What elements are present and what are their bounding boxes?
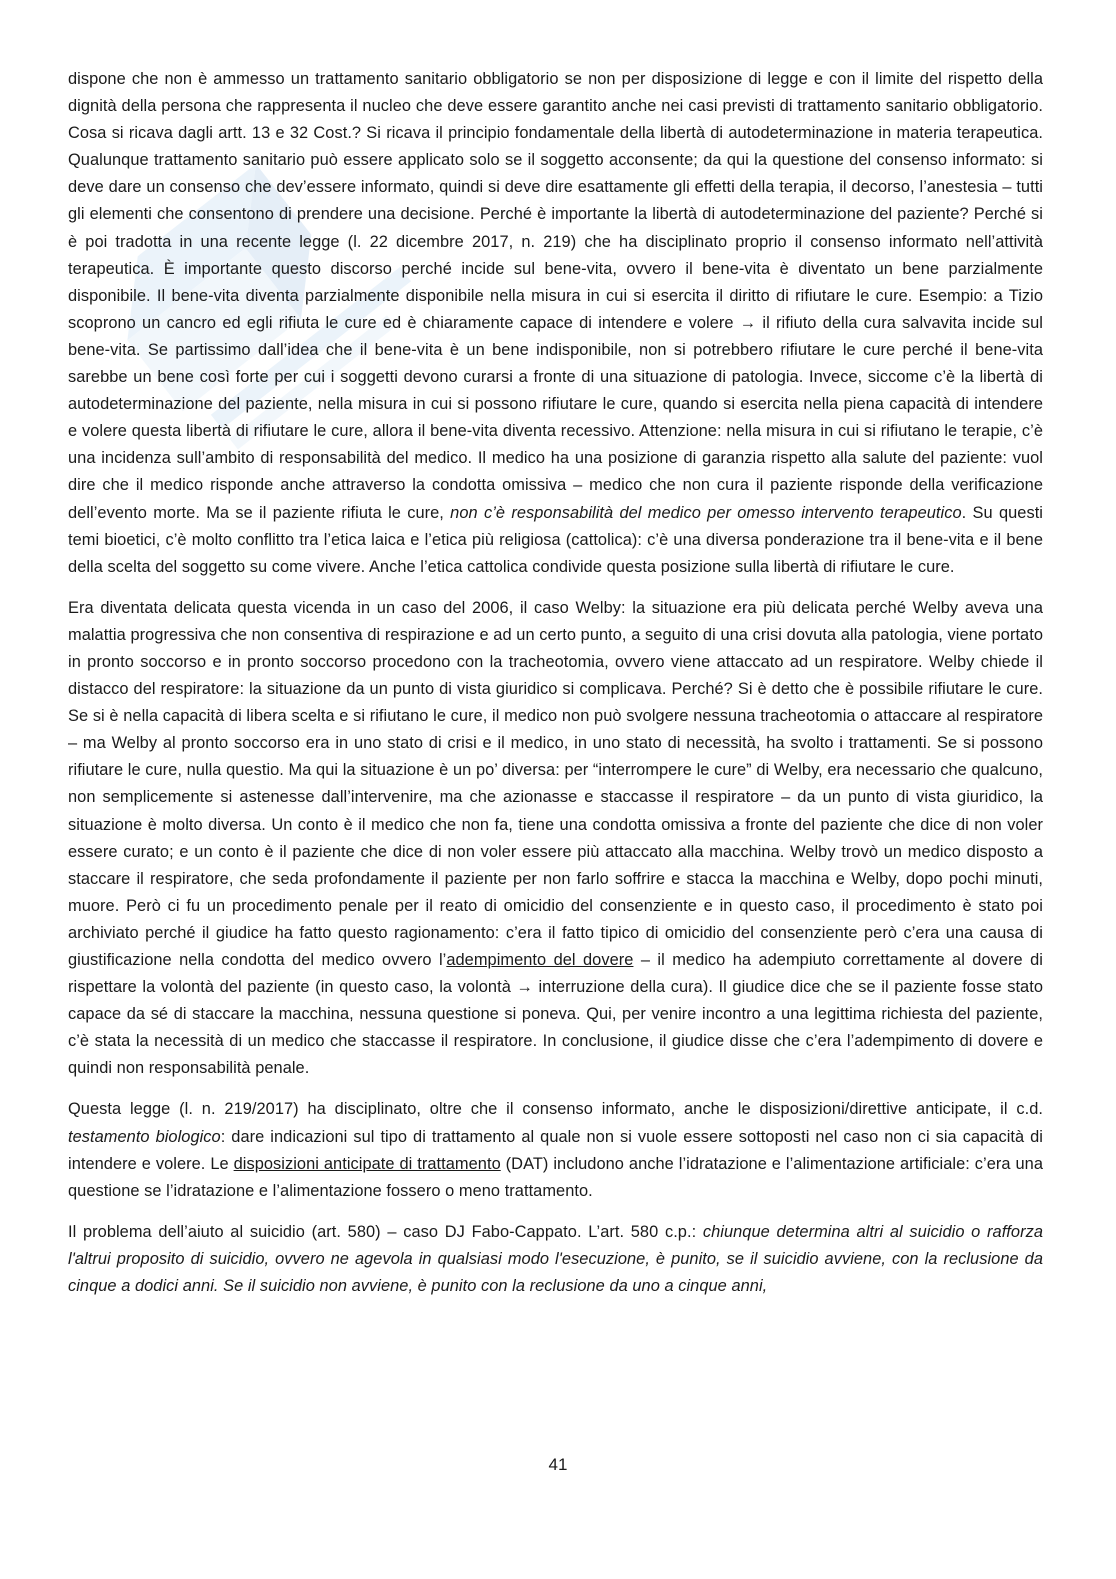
paragraph-consenso-informato [68, 66, 1043, 581]
text-segment: (DAT) includono anche l’idratazione e l’alimentazione artificiale: c’era una questione se l’idratazione e l’alimentazione fossero o meno trattamento. [68, 1154, 1043, 1200]
underlined-text-segment: adempimento del dovere [446, 951, 634, 969]
page-number: 41 [548, 1455, 568, 1474]
paragraph-testamento-biologico [68, 1096, 1043, 1204]
text-segment: . Su questi temi bioetici, c’è molto conflitto tra l’etica laica e l’etica più religiosa (cattolica): c’è una diversa ponderazione tra il bene-vita e il bene della scelta del soggetto su come vivere. Anche l’etica cattolica condivide questa posizione sulla libertà di rifiutare le cure. [68, 503, 1043, 576]
paragraph-aiuto-al-suicidio [68, 1219, 1043, 1300]
text-segment: Questa legge (l. n. 219/2017) ha disciplinato, oltre che il consenso informato, anche le disposizioni/direttive anticipate, il c.d. [68, 1100, 1043, 1119]
paragraph-caso-welby [68, 595, 1043, 1083]
text-segment: – il medico ha adempiuto correttamente al dovere di rispettare la volontà del paziente (in questo caso, la volontà → interruzione della cura). Il giudice dice che se il paziente fosse stato capace da sé di staccare la macchina, nessuna questione si poneva. Qui, per venire incontro a una legittima richiesta del paziente, c’è stata la necessità di un medico che staccasse il respiratore. In conclusione, il giudice disse che c’era l’adempimento di dovere e quindi non responsabilità penale. [68, 951, 1043, 1078]
text-segment: Il problema dell’aiuto al suicidio (art. 580) – caso DJ Fabo-Cappato. L’art. 580 c.p.: [68, 1222, 703, 1241]
text-segment: : dare indicazioni sul tipo di trattamento al quale non si vuole essere sottoposti nel caso non ci sia capacità di intendere e volere. Le [68, 1127, 1043, 1173]
italic-text-segment: testamento biologico [68, 1127, 221, 1146]
text-segment: Era diventata delicata questa vicenda in un caso del 2006, il caso Welby: la situazione era più delicata perché Welby aveva una malattia progressiva che non consentiva di respirazione e ad un certo punto, a seguito di una crisi dovuta alla patologia, viene portato in pronto soccorso e in pronto soccorso procedono con la tracheotomia, ovvero viene attaccato ad un respiratore. Welby chiede il distacco del respiratore: la situazione da un punto di vista giuridico si complicava. Perché? Si è detto che è possibile rifiutare le cure. Se si è nella capacità di libera scelta e si rifiutano le cure, il medico non può svolgere nessuna tracheotomia o attaccare al respiratore – ma Welby al pronto soccorso era in uno stato di crisi e il medico, in uno stato di necessità, ha svolto i trattamenti. Se si possono rifiutare le cure, nulla questio. Ma qui la situazione è un po’ diversa: per “interrompere le cure” di Welby, era necessario che qualcuno, non semplicemente si astenesse dall’intervenire, ma che azionasse e staccasse il respiratore – da un punto di vista giuridico, la situazione è molto diversa. Un conto è il medico che non fa, tiene una condotta omissiva a fronte del paziente che dice di non voler essere curato; e un conto è il paziente che dice di non voler essere più attaccato alla macchina. Welby trovò un medico disposto a staccare il respiratore, che seda profondamente il paziente per non farlo soffrire e stacca la macchina e Welby, dopo pochi minuti, muore. Però ci fu un procedimento penale per il reato di omicidio del consenziente e in questo caso, il procedimento è stato poi archiviato perché il giudice ha fatto questo ragionamento: c’era il fatto tipico di omicidio del consenziente però c’era una causa di giustificazione nella condotta del medico ovvero l’ [68, 598, 1043, 969]
underlined-text-segment: disposizioni anticipate di trattamento [233, 1154, 501, 1173]
document-body [68, 66, 1043, 1314]
italic-text-segment: chiunque determina altri al suicidio o rafforza l'altrui proposito di suicidio, ovvero ne agevola in qualsiasi modo l'esecuzione, è punito, se il suicidio avviene, con la reclusione da cinque a dodici anni. Se il suicidio non avviene, è punito con la reclusione da uno a cinque anni, [68, 1222, 1043, 1296]
text-segment: dispone che non è ammesso un trattamento sanitario obbligatorio se non per disposizione di legge e con il limite del rispetto della dignità della persona che rappresenta il nucleo che deve essere garantito anche nei casi previsti di trattamento sanitario obbligatorio. Cosa si ricava dagli artt. 13 e 32 Cost.? Si ricava il principio fondamentale della libertà di autodeterminazione in materia terapeutica. Qualunque trattamento sanitario può essere applicato solo se il soggetto acconsente; da qui la questione del consenso informato: si deve dare un consenso che dev’essere informato, quindi si deve dire esattamente gli effetti della terapia, il decorso, l’anestesia – tutti gli elementi che consentono di prendere una decisione. Perché è importante la libertà di autodeterminazione del paziente? Perché si è poi tradotta in una recente legge (l. 22 dicembre 2017, n. 219) che ha disciplinato proprio il consenso informato nell’attività terapeutica. È importante questo discorso perché incide sul bene-vita, ovvero il bene-vita è diventato un bene parzialmente disponibile. Il bene-vita diventa parzialmente disponibile nella misura in cui si esercita il diritto di rifiutare le cure. Esempio: a Tizio scoprono un cancro ed egli rifiuta le cure ed è chiaramente capace di intendere e volere → il rifiuto della cura salvavita incide sul bene-vita. Se partissimo dall’idea che il bene-vita è un bene indisponibile, non si potrebbero rifiutare le cure perché il bene-vita sarebbe un bene così forte per cui i soggetti devono curarsi a fronte di una situazione di patologia. Invece, siccome c’è la libertà di autodeterminazione del paziente, nella misura in cui si possono rifiutare le cure, quando si esercita nella piena capacità di intendere e volere questa libertà di rifiutare le cure, allora il bene-vita diventa recessivo. Attenzione: nella misura in cui si rifiutano le terapie, c’è una incidenza sull’ambito di responsabilità del medico. Il medico ha una posizione di garanzia rispetto alla salute del paziente: vuol dire che il medico risponde anche attraverso la condotta omissiva – medico che non cura il paziente risponde della verificazione dell’evento morte. Ma se il paziente rifiuta le cure, [68, 70, 1043, 522]
italic-text-segment: non c’è responsabilità del medico per omesso intervento terapeutico [450, 503, 962, 522]
